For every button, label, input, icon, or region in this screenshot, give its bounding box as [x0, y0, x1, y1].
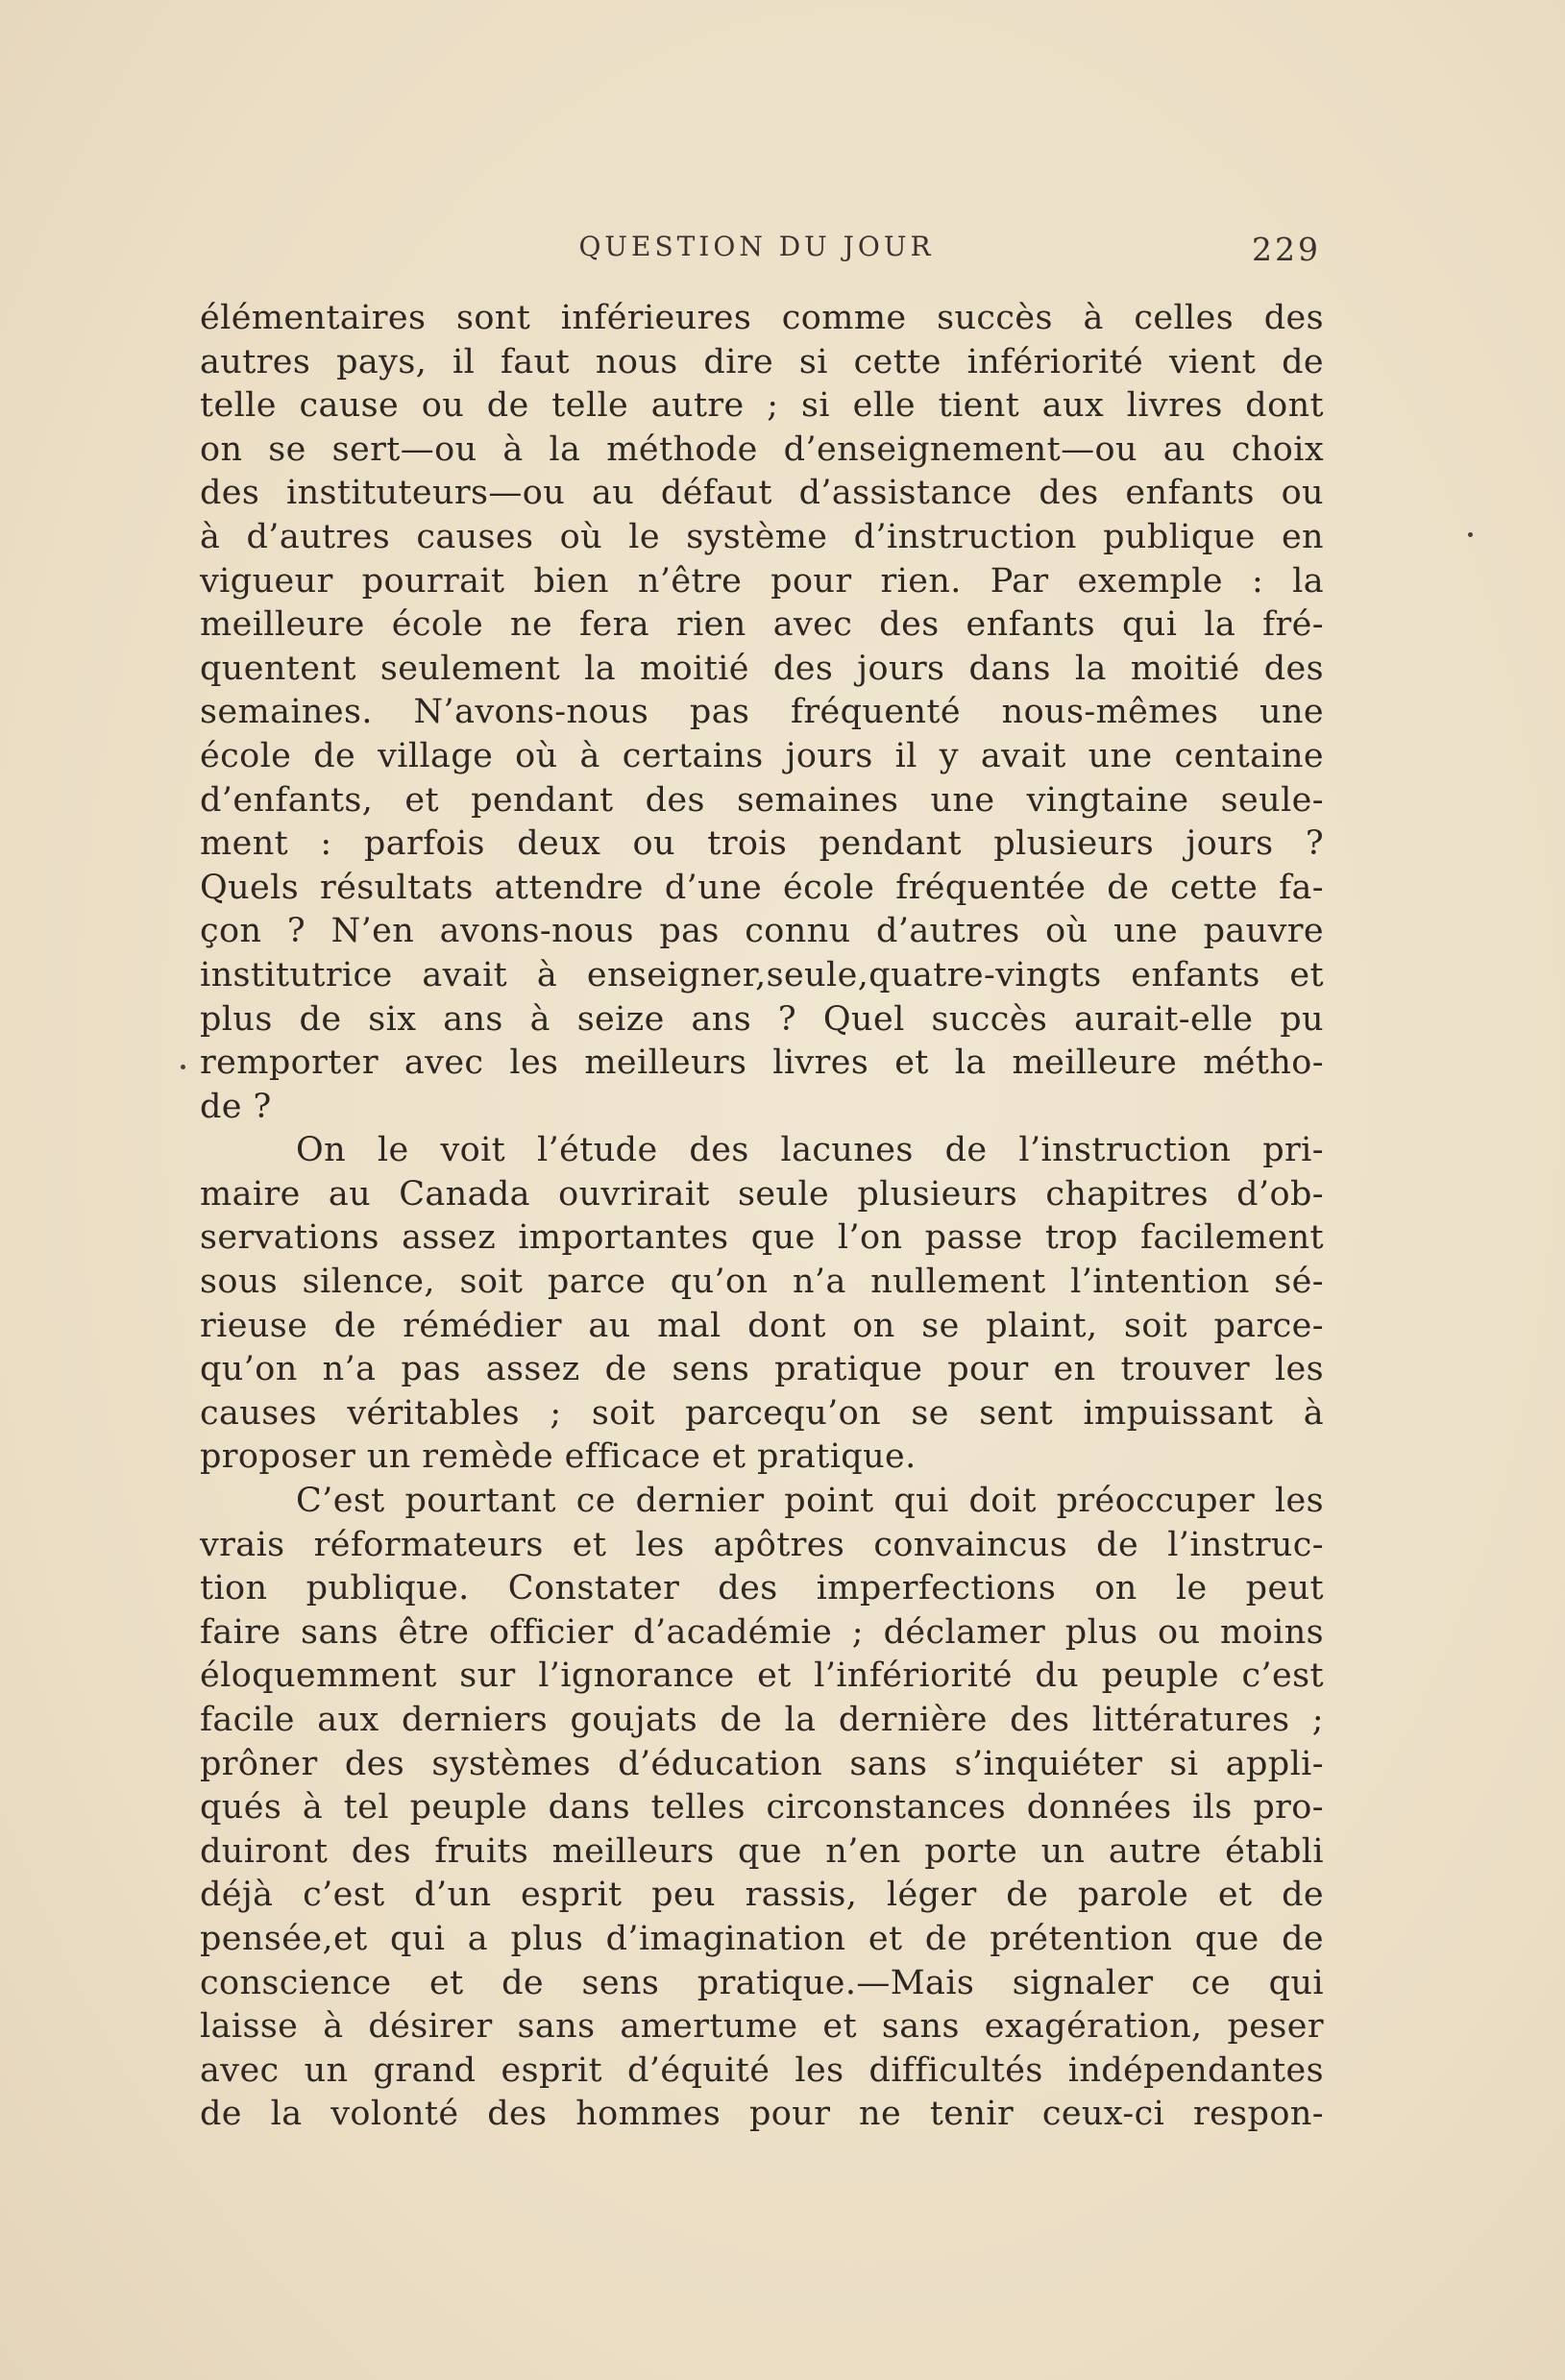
text-line: telle cause ou de telle autre ; si elle tient aux livres dont — [200, 386, 1324, 426]
text-line: meilleure école ne fera rien avec des enfants qui la fré- — [200, 605, 1324, 645]
paragraph-start-line: C’est pourtant ce dernier point qui doit préoccuper les — [296, 1482, 1324, 1521]
text-line: sous silence, soit parce qu’on n’a nullement l’intention sé- — [200, 1263, 1324, 1302]
text-line: vigueur pourrait bien n’être pour rien. Par exemple : la — [200, 561, 1324, 601]
text-line: conscience et de sens pratique.—Mais signaler ce qui — [200, 1963, 1324, 2002]
text-line: çon ? N’en avons-nous pas connu d’autres où une pauvre — [200, 912, 1324, 951]
ink-speck — [181, 1065, 185, 1069]
text-line: autres pays, il faut nous dire si cette infériorité vient de — [200, 342, 1324, 381]
text-line: ment : parfois deux ou trois pendant plusieurs jours ? — [200, 824, 1324, 864]
text-line: qués à tel peuple dans telles circonstances données ils pro- — [200, 1788, 1324, 1828]
text-line: à d’autres causes où le système d’instruction publique en — [200, 517, 1324, 556]
text-line: duiront des fruits meilleurs que n’en porte un autre établi — [200, 1831, 1324, 1871]
text-line: quentent seulement la moitié des jours dans la moitié des — [200, 649, 1324, 688]
paragraph-end-line: de ? — [200, 1087, 272, 1126]
text-line: école de village où à certains jours il y avait une centaine — [200, 736, 1324, 775]
running-title: QUESTION DU JOUR — [578, 231, 935, 262]
running-head — [192, 231, 1321, 269]
text-line: avec un grand esprit d’équité les difficultés indépendantes — [200, 2050, 1324, 2090]
text-line: d’enfants, et pendant des semaines une vingtaine seule- — [200, 780, 1324, 820]
text-line: de la volonté des hommes pour ne tenir ceux-ci respon- — [200, 2095, 1324, 2134]
ink-speck — [1468, 532, 1473, 537]
text-line: prôner des systèmes d’éducation sans s’inquiéter si appli- — [200, 1744, 1324, 1783]
text-line: Quels résultats attendre d’une école fréquentée de cette fa- — [200, 868, 1324, 907]
text-line: institutrice avait à enseigner,seule,quatre-vingts enfants et — [200, 955, 1324, 994]
text-line: faire sans être officier d’académie ; déclamer plus ou moins — [200, 1612, 1324, 1652]
text-line: semaines. N’avons-nous pas fréquenté nous-mêmes une — [200, 693, 1324, 732]
text-line: on se sert—ou à la méthode d’enseignement—ou au choix — [200, 429, 1324, 469]
text-line: plus de six ans à seize ans ? Quel succès aurait-elle pu — [200, 999, 1324, 1039]
text-line: qu’on n’a pas assez de sens pratique pour en trouver les — [200, 1350, 1324, 1389]
body-text — [200, 297, 1324, 2137]
text-line: vrais réformateurs et les apôtres convaincus de l’instruc- — [200, 1525, 1324, 1564]
text-line: causes véritables ; soit parcequ’on se sent impuissant à — [200, 1393, 1324, 1433]
text-line: éloquemment sur l’ignorance et l’infériorité du peuple c’est — [200, 1656, 1324, 1696]
text-line: servations assez importantes que l’on passe trop facilement — [200, 1218, 1324, 1258]
page-number: 229 — [1252, 231, 1321, 268]
text-line: élémentaires sont inférieures comme succès à celles des — [200, 299, 1324, 337]
paragraph-end-line: proposer un remède efficace et pratique. — [200, 1437, 917, 1477]
text-line: des instituteurs—ou au défaut d’assistance des enfants ou — [200, 474, 1324, 513]
text-line: laisse à désirer sans amertume et sans exagération, peser — [200, 2007, 1324, 2047]
text-line: tion publique. Constater des imperfections on le peut — [200, 1569, 1324, 1608]
text-line: déjà c’est d’un esprit peu rassis, léger de parole et de — [200, 1876, 1324, 1915]
text-line: remporter avec les meilleurs livres et la meilleure métho- — [200, 1043, 1324, 1083]
text-line: maire au Canada ouvrirait seule plusieurs chapitres d’ob- — [200, 1174, 1324, 1214]
text-line: rieuse de rémédier au mal dont on se plaint, soit parce- — [200, 1306, 1324, 1345]
text-line: pensée,et qui a plus d’imagination et de prétention que de — [200, 1919, 1324, 1958]
paragraph-start-line: On le voit l’étude des lacunes de l’instruction pri- — [296, 1131, 1324, 1170]
text-line: facile aux derniers goujats de la dernière des littératures ; — [200, 1701, 1324, 1739]
